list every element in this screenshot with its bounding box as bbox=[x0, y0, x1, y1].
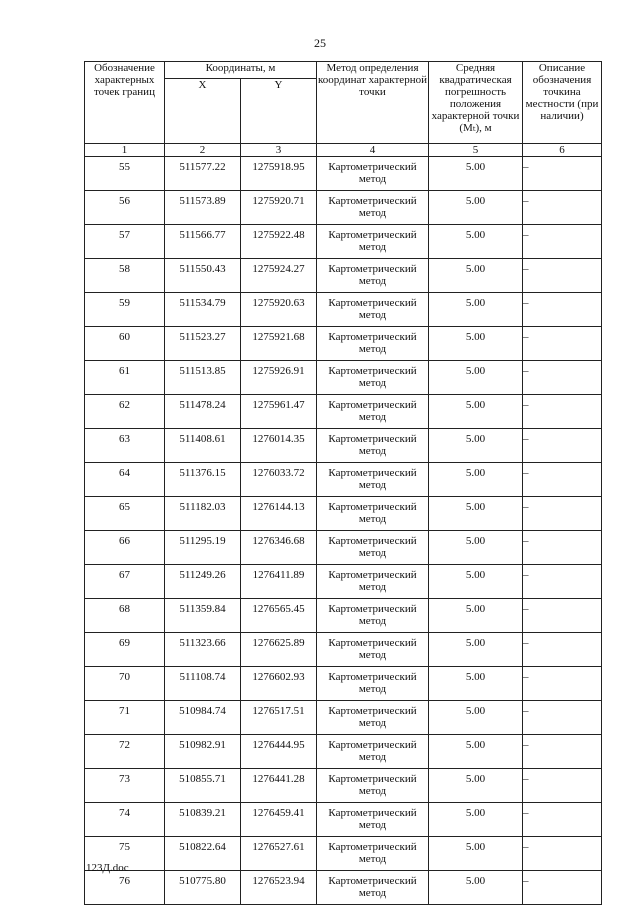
method-cell bbox=[317, 463, 429, 497]
method-line2: метод bbox=[358, 615, 387, 627]
coord-x: 511577.22 bbox=[165, 157, 241, 191]
column-number: 6 bbox=[523, 144, 602, 157]
accuracy-value: 5.00 bbox=[429, 327, 523, 361]
method-cell bbox=[317, 565, 429, 599]
coord-x: 510839.21 bbox=[165, 803, 241, 837]
column-numbers-row bbox=[85, 144, 602, 157]
description-value: – bbox=[523, 837, 602, 871]
method-cell bbox=[317, 599, 429, 633]
method-line1: Картометрический bbox=[328, 603, 417, 615]
method-cell bbox=[317, 293, 429, 327]
description-value: – bbox=[523, 633, 602, 667]
accuracy-value: 5.00 bbox=[429, 225, 523, 259]
table-row bbox=[85, 735, 602, 769]
coord-y: 1275961.47 bbox=[241, 395, 317, 429]
accuracy-value: 5.00 bbox=[429, 871, 523, 905]
accuracy-value: 5.00 bbox=[429, 769, 523, 803]
accuracy-value: 5.00 bbox=[429, 463, 523, 497]
method-line1: Картометрический bbox=[328, 161, 417, 173]
coord-y: 1276527.61 bbox=[241, 837, 317, 871]
coord-y: 1276602.93 bbox=[241, 667, 317, 701]
table-row bbox=[85, 259, 602, 293]
accuracy-value: 5.00 bbox=[429, 701, 523, 735]
table-body bbox=[85, 157, 602, 905]
description-value: – bbox=[523, 225, 602, 259]
description-value: – bbox=[523, 293, 602, 327]
description-value: – bbox=[523, 565, 602, 599]
header-designation: Обозначение характерных точек границ bbox=[85, 62, 165, 144]
method-line1: Картометрический bbox=[328, 739, 417, 751]
method-cell bbox=[317, 837, 429, 871]
method-cell bbox=[317, 429, 429, 463]
coord-y: 1276033.72 bbox=[241, 463, 317, 497]
method-line1: Картометрический bbox=[328, 637, 417, 649]
method-line2: метод bbox=[358, 853, 387, 865]
point-number: 63 bbox=[85, 429, 165, 463]
method-line2: метод bbox=[358, 309, 387, 321]
method-line1: Картометрический bbox=[328, 841, 417, 853]
coord-x: 511108.74 bbox=[165, 667, 241, 701]
method-line2: метод bbox=[358, 683, 387, 695]
method-cell bbox=[317, 157, 429, 191]
page-number: 25 bbox=[314, 36, 326, 50]
description-value: – bbox=[523, 803, 602, 837]
method-line2: метод bbox=[358, 207, 387, 219]
description-value: – bbox=[523, 191, 602, 225]
point-number: 61 bbox=[85, 361, 165, 395]
method-line1: Картометрический bbox=[328, 229, 417, 241]
accuracy-value: 5.00 bbox=[429, 293, 523, 327]
coord-y: 1276565.45 bbox=[241, 599, 317, 633]
point-number: 56 bbox=[85, 191, 165, 225]
accuracy-value: 5.00 bbox=[429, 429, 523, 463]
coord-y: 1276523.94 bbox=[241, 871, 317, 905]
accuracy-value: 5.00 bbox=[429, 633, 523, 667]
method-cell bbox=[317, 633, 429, 667]
coord-x: 510982.91 bbox=[165, 735, 241, 769]
header-method: Метод определения координат характерной точки bbox=[317, 62, 429, 144]
method-cell bbox=[317, 327, 429, 361]
method-line2: метод bbox=[358, 411, 387, 423]
point-number: 75 bbox=[85, 837, 165, 871]
accuracy-value: 5.00 bbox=[429, 259, 523, 293]
method-cell bbox=[317, 701, 429, 735]
method-line1: Картометрический bbox=[328, 297, 417, 309]
coord-y: 1275922.48 bbox=[241, 225, 317, 259]
point-number: 72 bbox=[85, 735, 165, 769]
coord-x: 511573.89 bbox=[165, 191, 241, 225]
accuracy-value: 5.00 bbox=[429, 565, 523, 599]
method-cell bbox=[317, 259, 429, 293]
coordinates-table bbox=[84, 61, 602, 905]
table-row bbox=[85, 497, 602, 531]
table-row bbox=[85, 769, 602, 803]
coord-y: 1275920.63 bbox=[241, 293, 317, 327]
point-number: 60 bbox=[85, 327, 165, 361]
point-number: 58 bbox=[85, 259, 165, 293]
accuracy-value: 5.00 bbox=[429, 157, 523, 191]
method-line1: Картометрический bbox=[328, 705, 417, 717]
column-number: 1 bbox=[85, 144, 165, 157]
header-x: X bbox=[165, 79, 241, 144]
description-value: – bbox=[523, 667, 602, 701]
description-value: – bbox=[523, 259, 602, 293]
coord-y: 1276346.68 bbox=[241, 531, 317, 565]
table-row bbox=[85, 633, 602, 667]
column-number: 5 bbox=[429, 144, 523, 157]
table-row bbox=[85, 361, 602, 395]
point-number: 76 bbox=[85, 871, 165, 905]
table-row bbox=[85, 803, 602, 837]
description-value: – bbox=[523, 497, 602, 531]
method-cell bbox=[317, 871, 429, 905]
coord-x: 510822.64 bbox=[165, 837, 241, 871]
point-number: 62 bbox=[85, 395, 165, 429]
table-row bbox=[85, 871, 602, 905]
method-line1: Картометрический bbox=[328, 807, 417, 819]
method-cell bbox=[317, 735, 429, 769]
description-value: – bbox=[523, 769, 602, 803]
table-row bbox=[85, 701, 602, 735]
method-line2: метод bbox=[358, 479, 387, 491]
description-value: – bbox=[523, 157, 602, 191]
method-line2: метод bbox=[358, 173, 387, 185]
coord-x: 511566.77 bbox=[165, 225, 241, 259]
description-value: – bbox=[523, 701, 602, 735]
point-number: 73 bbox=[85, 769, 165, 803]
description-value: – bbox=[523, 327, 602, 361]
coord-y: 1276625.89 bbox=[241, 633, 317, 667]
method-line1: Картометрический bbox=[328, 331, 417, 343]
method-line1: Картометрический bbox=[328, 773, 417, 785]
description-value: – bbox=[523, 463, 602, 497]
coord-x: 511359.84 bbox=[165, 599, 241, 633]
coord-y: 1276014.35 bbox=[241, 429, 317, 463]
method-cell bbox=[317, 225, 429, 259]
method-line2: метод bbox=[358, 819, 387, 831]
table-row bbox=[85, 463, 602, 497]
table-row bbox=[85, 157, 602, 191]
method-line2: метод bbox=[358, 275, 387, 287]
method-line2: метод bbox=[358, 343, 387, 355]
accuracy-value: 5.00 bbox=[429, 531, 523, 565]
method-line1: Картометрический bbox=[328, 875, 417, 887]
method-line2: метод bbox=[358, 581, 387, 593]
coord-y: 1276517.51 bbox=[241, 701, 317, 735]
coord-x: 511408.61 bbox=[165, 429, 241, 463]
method-line1: Картометрический bbox=[328, 671, 417, 683]
table-row bbox=[85, 327, 602, 361]
method-line2: метод bbox=[358, 649, 387, 661]
method-line1: Картометрический bbox=[328, 365, 417, 377]
accuracy-value: 5.00 bbox=[429, 803, 523, 837]
table-row bbox=[85, 395, 602, 429]
header-coordinates: Координаты, м bbox=[165, 62, 317, 79]
point-number: 70 bbox=[85, 667, 165, 701]
coord-x: 511550.43 bbox=[165, 259, 241, 293]
coord-x: 511182.03 bbox=[165, 497, 241, 531]
coord-y: 1275920.71 bbox=[241, 191, 317, 225]
description-value: – bbox=[523, 531, 602, 565]
method-cell bbox=[317, 769, 429, 803]
description-value: – bbox=[523, 735, 602, 769]
column-number: 3 bbox=[241, 144, 317, 157]
accuracy-value: 5.00 bbox=[429, 735, 523, 769]
method-line1: Картометрический bbox=[328, 501, 417, 513]
method-line1: Картометрический bbox=[328, 535, 417, 547]
method-cell bbox=[317, 497, 429, 531]
method-line2: метод bbox=[358, 751, 387, 763]
accuracy-value: 5.00 bbox=[429, 191, 523, 225]
table-row bbox=[85, 191, 602, 225]
method-line2: метод bbox=[358, 377, 387, 389]
table-row bbox=[85, 293, 602, 327]
coord-x: 511376.15 bbox=[165, 463, 241, 497]
method-cell bbox=[317, 395, 429, 429]
header-y: Y bbox=[241, 79, 317, 144]
description-value: – bbox=[523, 599, 602, 633]
description-value: – bbox=[523, 395, 602, 429]
coord-y: 1275921.68 bbox=[241, 327, 317, 361]
point-number: 59 bbox=[85, 293, 165, 327]
coord-y: 1275924.27 bbox=[241, 259, 317, 293]
method-line2: метод bbox=[358, 241, 387, 253]
coord-x: 510775.80 bbox=[165, 871, 241, 905]
coord-x: 511534.79 bbox=[165, 293, 241, 327]
table-row bbox=[85, 599, 602, 633]
accuracy-value: 5.00 bbox=[429, 497, 523, 531]
coord-x: 511478.24 bbox=[165, 395, 241, 429]
description-value: – bbox=[523, 361, 602, 395]
coord-y: 1276444.95 bbox=[241, 735, 317, 769]
method-line2: метод bbox=[358, 547, 387, 559]
point-number: 64 bbox=[85, 463, 165, 497]
method-line1: Картометрический bbox=[328, 433, 417, 445]
point-number: 71 bbox=[85, 701, 165, 735]
table-row bbox=[85, 565, 602, 599]
column-number: 4 bbox=[317, 144, 429, 157]
accuracy-value: 5.00 bbox=[429, 361, 523, 395]
method-line2: метод bbox=[358, 717, 387, 729]
point-number: 74 bbox=[85, 803, 165, 837]
coord-x: 511523.27 bbox=[165, 327, 241, 361]
coord-x: 511513.85 bbox=[165, 361, 241, 395]
column-number: 2 bbox=[165, 144, 241, 157]
coord-y: 1276441.28 bbox=[241, 769, 317, 803]
point-number: 67 bbox=[85, 565, 165, 599]
accuracy-value: 5.00 bbox=[429, 837, 523, 871]
method-line1: Картометрический bbox=[328, 569, 417, 581]
coord-y: 1276144.13 bbox=[241, 497, 317, 531]
point-number: 68 bbox=[85, 599, 165, 633]
accuracy-value: 5.00 bbox=[429, 395, 523, 429]
method-line1: Картометрический bbox=[328, 195, 417, 207]
table-row bbox=[85, 667, 602, 701]
table-row bbox=[85, 429, 602, 463]
method-cell bbox=[317, 531, 429, 565]
description-value: – bbox=[523, 871, 602, 905]
coord-x: 511323.66 bbox=[165, 633, 241, 667]
table-row bbox=[85, 837, 602, 871]
point-number: 65 bbox=[85, 497, 165, 531]
coord-x: 510984.74 bbox=[165, 701, 241, 735]
header-description: Описание обозначения точкина местности (при наличии) bbox=[523, 62, 602, 144]
table-row bbox=[85, 225, 602, 259]
coord-y: 1275918.95 bbox=[241, 157, 317, 191]
coord-y: 1276459.41 bbox=[241, 803, 317, 837]
method-line1: Картометрический bbox=[328, 399, 417, 411]
header-accuracy: Средняя квадратическая погрешность положения характерной точки (Mₜ), м bbox=[429, 62, 523, 144]
method-line2: метод bbox=[358, 445, 387, 457]
method-cell bbox=[317, 191, 429, 225]
description-value: – bbox=[523, 429, 602, 463]
method-cell bbox=[317, 361, 429, 395]
coord-y: 1275926.91 bbox=[241, 361, 317, 395]
point-number: 55 bbox=[85, 157, 165, 191]
point-number: 57 bbox=[85, 225, 165, 259]
accuracy-value: 5.00 bbox=[429, 599, 523, 633]
point-number: 66 bbox=[85, 531, 165, 565]
method-cell bbox=[317, 667, 429, 701]
table-row bbox=[85, 531, 602, 565]
coord-x: 510855.71 bbox=[165, 769, 241, 803]
method-line1: Картометрический bbox=[328, 263, 417, 275]
method-line1: Картометрический bbox=[328, 467, 417, 479]
accuracy-value: 5.00 bbox=[429, 667, 523, 701]
method-line2: метод bbox=[358, 513, 387, 525]
footer-filename: 123Д.doc bbox=[86, 862, 129, 874]
method-line2: метод bbox=[358, 785, 387, 797]
method-line2: метод bbox=[358, 887, 387, 899]
coord-x: 511249.26 bbox=[165, 565, 241, 599]
method-cell bbox=[317, 803, 429, 837]
point-number: 69 bbox=[85, 633, 165, 667]
coord-y: 1276411.89 bbox=[241, 565, 317, 599]
coord-x: 511295.19 bbox=[165, 531, 241, 565]
